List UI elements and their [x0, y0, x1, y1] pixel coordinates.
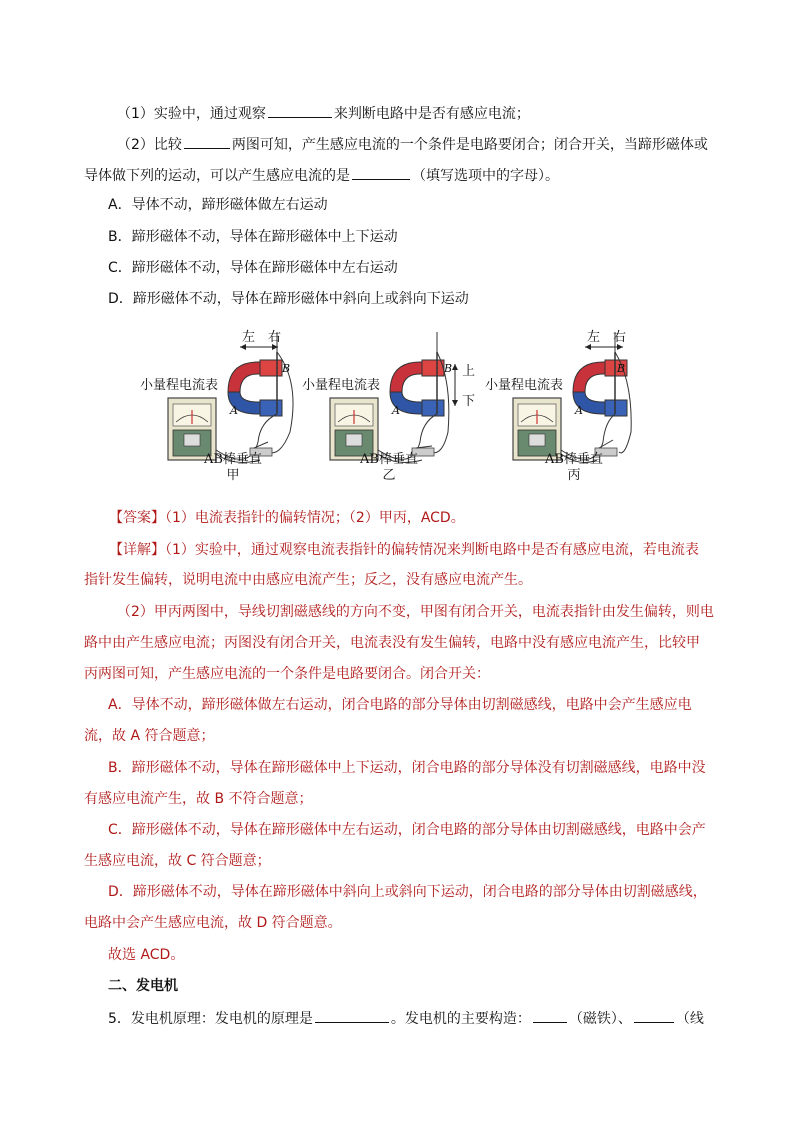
option-a: A．导体不动，蹄形磁体做左右运动: [108, 197, 328, 213]
label-a: A: [392, 404, 400, 417]
detail-line4: 路中由产生感应电流；丙图没有闭合开关，电流表没有发生偏转，电路中没有感应电流产生，比较甲: [84, 635, 700, 651]
question-2-line1: （2）比较 两图可知，产生感应电流的一个条件是电路要闭合；闭合开关，当蹄形磁体或: [117, 134, 708, 155]
detail-b1: B．蹄形磁体不动，导体在蹄形磁体中上下运动，闭合电路的部分导体没有切割磁感线，电路中没: [108, 760, 706, 776]
blank-5b: [533, 1008, 567, 1023]
detail-c2: 生感应电流，故 C 符合题意；: [84, 853, 271, 869]
detail-line2: 指针发生偏转，说明电流中由感应电流产生；反之，没有感应电流产生。: [84, 572, 532, 588]
blank-5a: [315, 1008, 389, 1023]
figure-caption: AB棒垂直 丙: [545, 452, 603, 483]
label-b: B: [444, 362, 453, 375]
detail-line1: 【详解】（1）实验中，通过观察电流表指针的偏转情况来判断电路中是否有感应电流，若电流表: [109, 542, 699, 558]
blank-3: [352, 165, 410, 180]
blank-1: [268, 103, 332, 118]
detail-tag: 【详解】: [109, 542, 165, 558]
label-b: B: [617, 362, 626, 375]
detail-c1: C．蹄形磁体不动，导体在蹄形磁体中左右运动，闭合电路的部分导体由切割磁感线，电路中会产: [108, 822, 706, 838]
motion-left-label: 左: [587, 330, 601, 345]
detail-a1: A．导体不动，蹄形磁体做左右运动，闭合电路的部分导体由切割磁感线，电路中会产生感应电: [108, 697, 692, 713]
label-a: A: [230, 404, 238, 417]
motion-up-label: 上: [462, 364, 476, 379]
motion-left-label: 左: [242, 330, 256, 345]
detail-a2: 流，故 A 符合题意；: [84, 728, 215, 744]
detail-b2: 有感应电流产生，故 B 不符合题意；: [84, 791, 313, 807]
detail-d1: D．蹄形磁体不动，导体在蹄形磁体中斜向上或斜向下运动，闭合电路的部分导体由切割磁感线，: [108, 884, 707, 900]
detail-conclusion: 故选 ACD。: [108, 947, 185, 963]
motion-right-label: 右: [268, 330, 282, 345]
figure-caption: AB棒垂直 乙: [360, 452, 418, 483]
detail-line3: （2）甲丙两图中，导线切割磁感线的方向不变，甲图有闭合开关，电流表指针由发生偏转，则电: [117, 604, 714, 620]
figure-bing: [485, 322, 655, 492]
question-1: （1）实验中，通过观察 来判断电路中是否有感应电流；: [117, 103, 530, 124]
meter-label: 小量程电流表: [140, 378, 219, 393]
blank-5c: [634, 1008, 674, 1023]
label-a: A: [575, 404, 583, 417]
figure-yi: [302, 322, 476, 492]
blank-2: [184, 134, 230, 149]
option-b: B．蹄形磁体不动，导体在蹄形磁体中上下运动: [108, 229, 398, 245]
meter-label: 小量程电流表: [302, 378, 381, 393]
option-c: C．蹄形磁体不动，导体在蹄形磁体中左右运动: [108, 260, 398, 276]
answer-tag: 【答案】: [109, 510, 165, 526]
detail-d2: 电路中会产生感应电流，故 D 符合题意。: [84, 915, 342, 931]
detail-line5: 丙两图可知，产生感应电流的一个条件是电路要闭合。闭合开关：: [84, 666, 490, 682]
answer: [109, 508, 465, 528]
motion-down-label: 下: [462, 394, 476, 409]
question-5: 5．发电机原理：发电机的原理是 。发电机的主要构造： （磁铁）、 （线: [108, 1008, 704, 1029]
label-b: B: [282, 362, 291, 375]
section-heading: 二、发电机: [108, 978, 178, 994]
motion-right-label: 右: [613, 330, 627, 345]
figure-caption: AB棒垂直 甲: [204, 452, 262, 483]
option-d: D．蹄形磁体不动，导体在蹄形磁体中斜向上或斜向下运动: [108, 291, 469, 307]
figure-jia: [140, 322, 310, 492]
meter-label: 小量程电流表: [485, 378, 564, 393]
question-2-line2: 导体做下列的运动，可以产生感应电流的是 （填写选项中的字母）。: [84, 165, 559, 186]
answer-text: （1）电流表指针的偏转情况；（2）甲丙，ACD。: [165, 510, 465, 526]
